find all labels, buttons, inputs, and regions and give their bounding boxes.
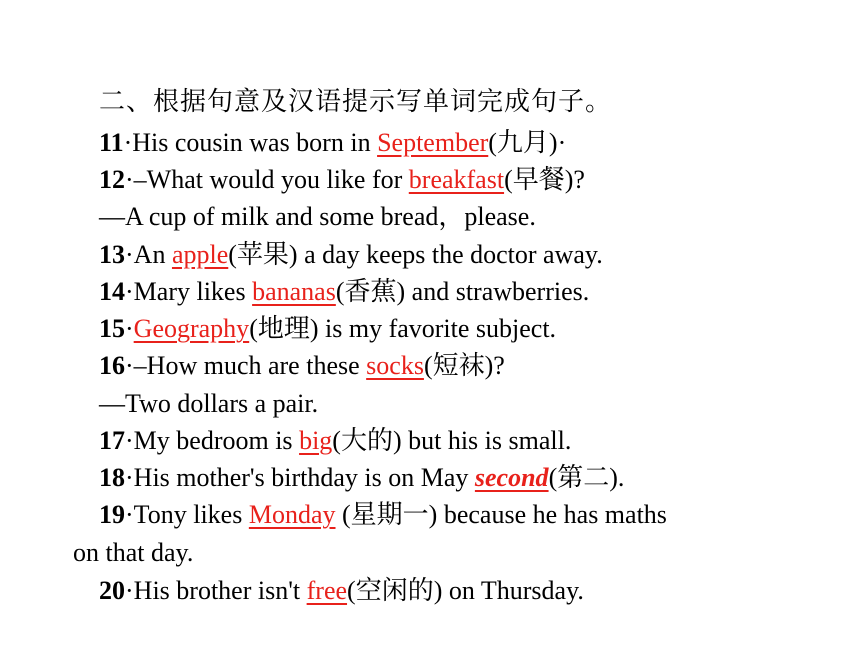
item-separator: ·	[125, 426, 134, 455]
item-answer: bananas	[252, 277, 336, 306]
item-answer: big	[299, 426, 333, 455]
item-text-before: His cousin was born in	[132, 128, 378, 157]
item-19-continuation: on that day.	[73, 538, 194, 567]
item-14	[99, 274, 860, 310]
item-answer: second	[474, 463, 549, 492]
item-text-after: (地理) is my favorite subject.	[249, 314, 557, 343]
item-separator: ·	[125, 277, 134, 306]
item-text-after: (九月)·	[488, 128, 567, 157]
item-separator: ·	[125, 240, 134, 269]
item-text-after: (星期一) because he has maths	[335, 500, 667, 529]
item-text-after: (香蕉) and strawberries.	[335, 277, 590, 306]
item-number: 15	[99, 314, 125, 343]
item-answer: Geography	[133, 314, 250, 343]
item-18	[99, 460, 860, 496]
section-heading: 二、根据句意及汉语提示写单词完成句子。	[99, 87, 613, 116]
item-separator: ·	[125, 165, 134, 194]
item-12	[99, 162, 860, 198]
item-text-before: His brother isn't	[133, 576, 307, 605]
item-text-after: (大的) but his is small.	[332, 426, 572, 455]
item-text-before: Mary likes	[133, 277, 253, 306]
item-answer: breakfast	[408, 165, 505, 194]
item-number: 13	[99, 240, 125, 269]
item-text-after: (空闲的) on Thursday.	[347, 576, 584, 605]
item-answer: Monday	[248, 500, 336, 529]
item-text-before: Tony likes	[133, 500, 249, 529]
item-number: 17	[99, 426, 125, 455]
item-separator: ·	[125, 576, 134, 605]
item-text-before: An	[133, 240, 172, 269]
item-answer: free	[306, 576, 348, 605]
item-20	[99, 573, 860, 609]
item-text-before: –How much are these	[133, 351, 367, 380]
item-12-reply: —A cup of milk and some bread，please.	[99, 202, 536, 231]
item-19	[99, 497, 860, 533]
item-number: 14	[99, 277, 125, 306]
item-text-after: (早餐)?	[504, 165, 585, 194]
item-separator: ·	[125, 500, 134, 529]
item-text-before: His mother's birthday is on May	[133, 463, 475, 492]
item-15	[99, 311, 860, 347]
item-separator: ·	[125, 351, 134, 380]
item-text-before: My bedroom is	[133, 426, 300, 455]
item-answer: September	[377, 128, 489, 157]
item-17	[99, 423, 860, 459]
item-separator: ·	[123, 128, 133, 157]
item-text-after: (苹果) a day keeps the doctor away.	[228, 240, 603, 269]
item-text-after: (第二).	[548, 463, 625, 492]
item-16	[99, 348, 860, 384]
item-16-reply: —Two dollars a pair.	[99, 389, 319, 418]
item-number: 20	[99, 576, 125, 605]
item-13	[99, 237, 860, 273]
item-number: 12	[99, 165, 125, 194]
item-text-before: –What would you like for	[133, 165, 409, 194]
item-answer: apple	[171, 240, 229, 269]
item-number: 19	[99, 500, 125, 529]
item-number: 16	[99, 351, 125, 380]
item-answer: socks	[366, 351, 424, 380]
item-number: 11	[99, 128, 124, 157]
item-11	[99, 125, 860, 161]
item-separator: ·	[125, 314, 134, 343]
item-text-after: (短袜)?	[423, 351, 505, 380]
item-separator: ·	[125, 463, 134, 492]
item-number: 18	[99, 463, 125, 492]
